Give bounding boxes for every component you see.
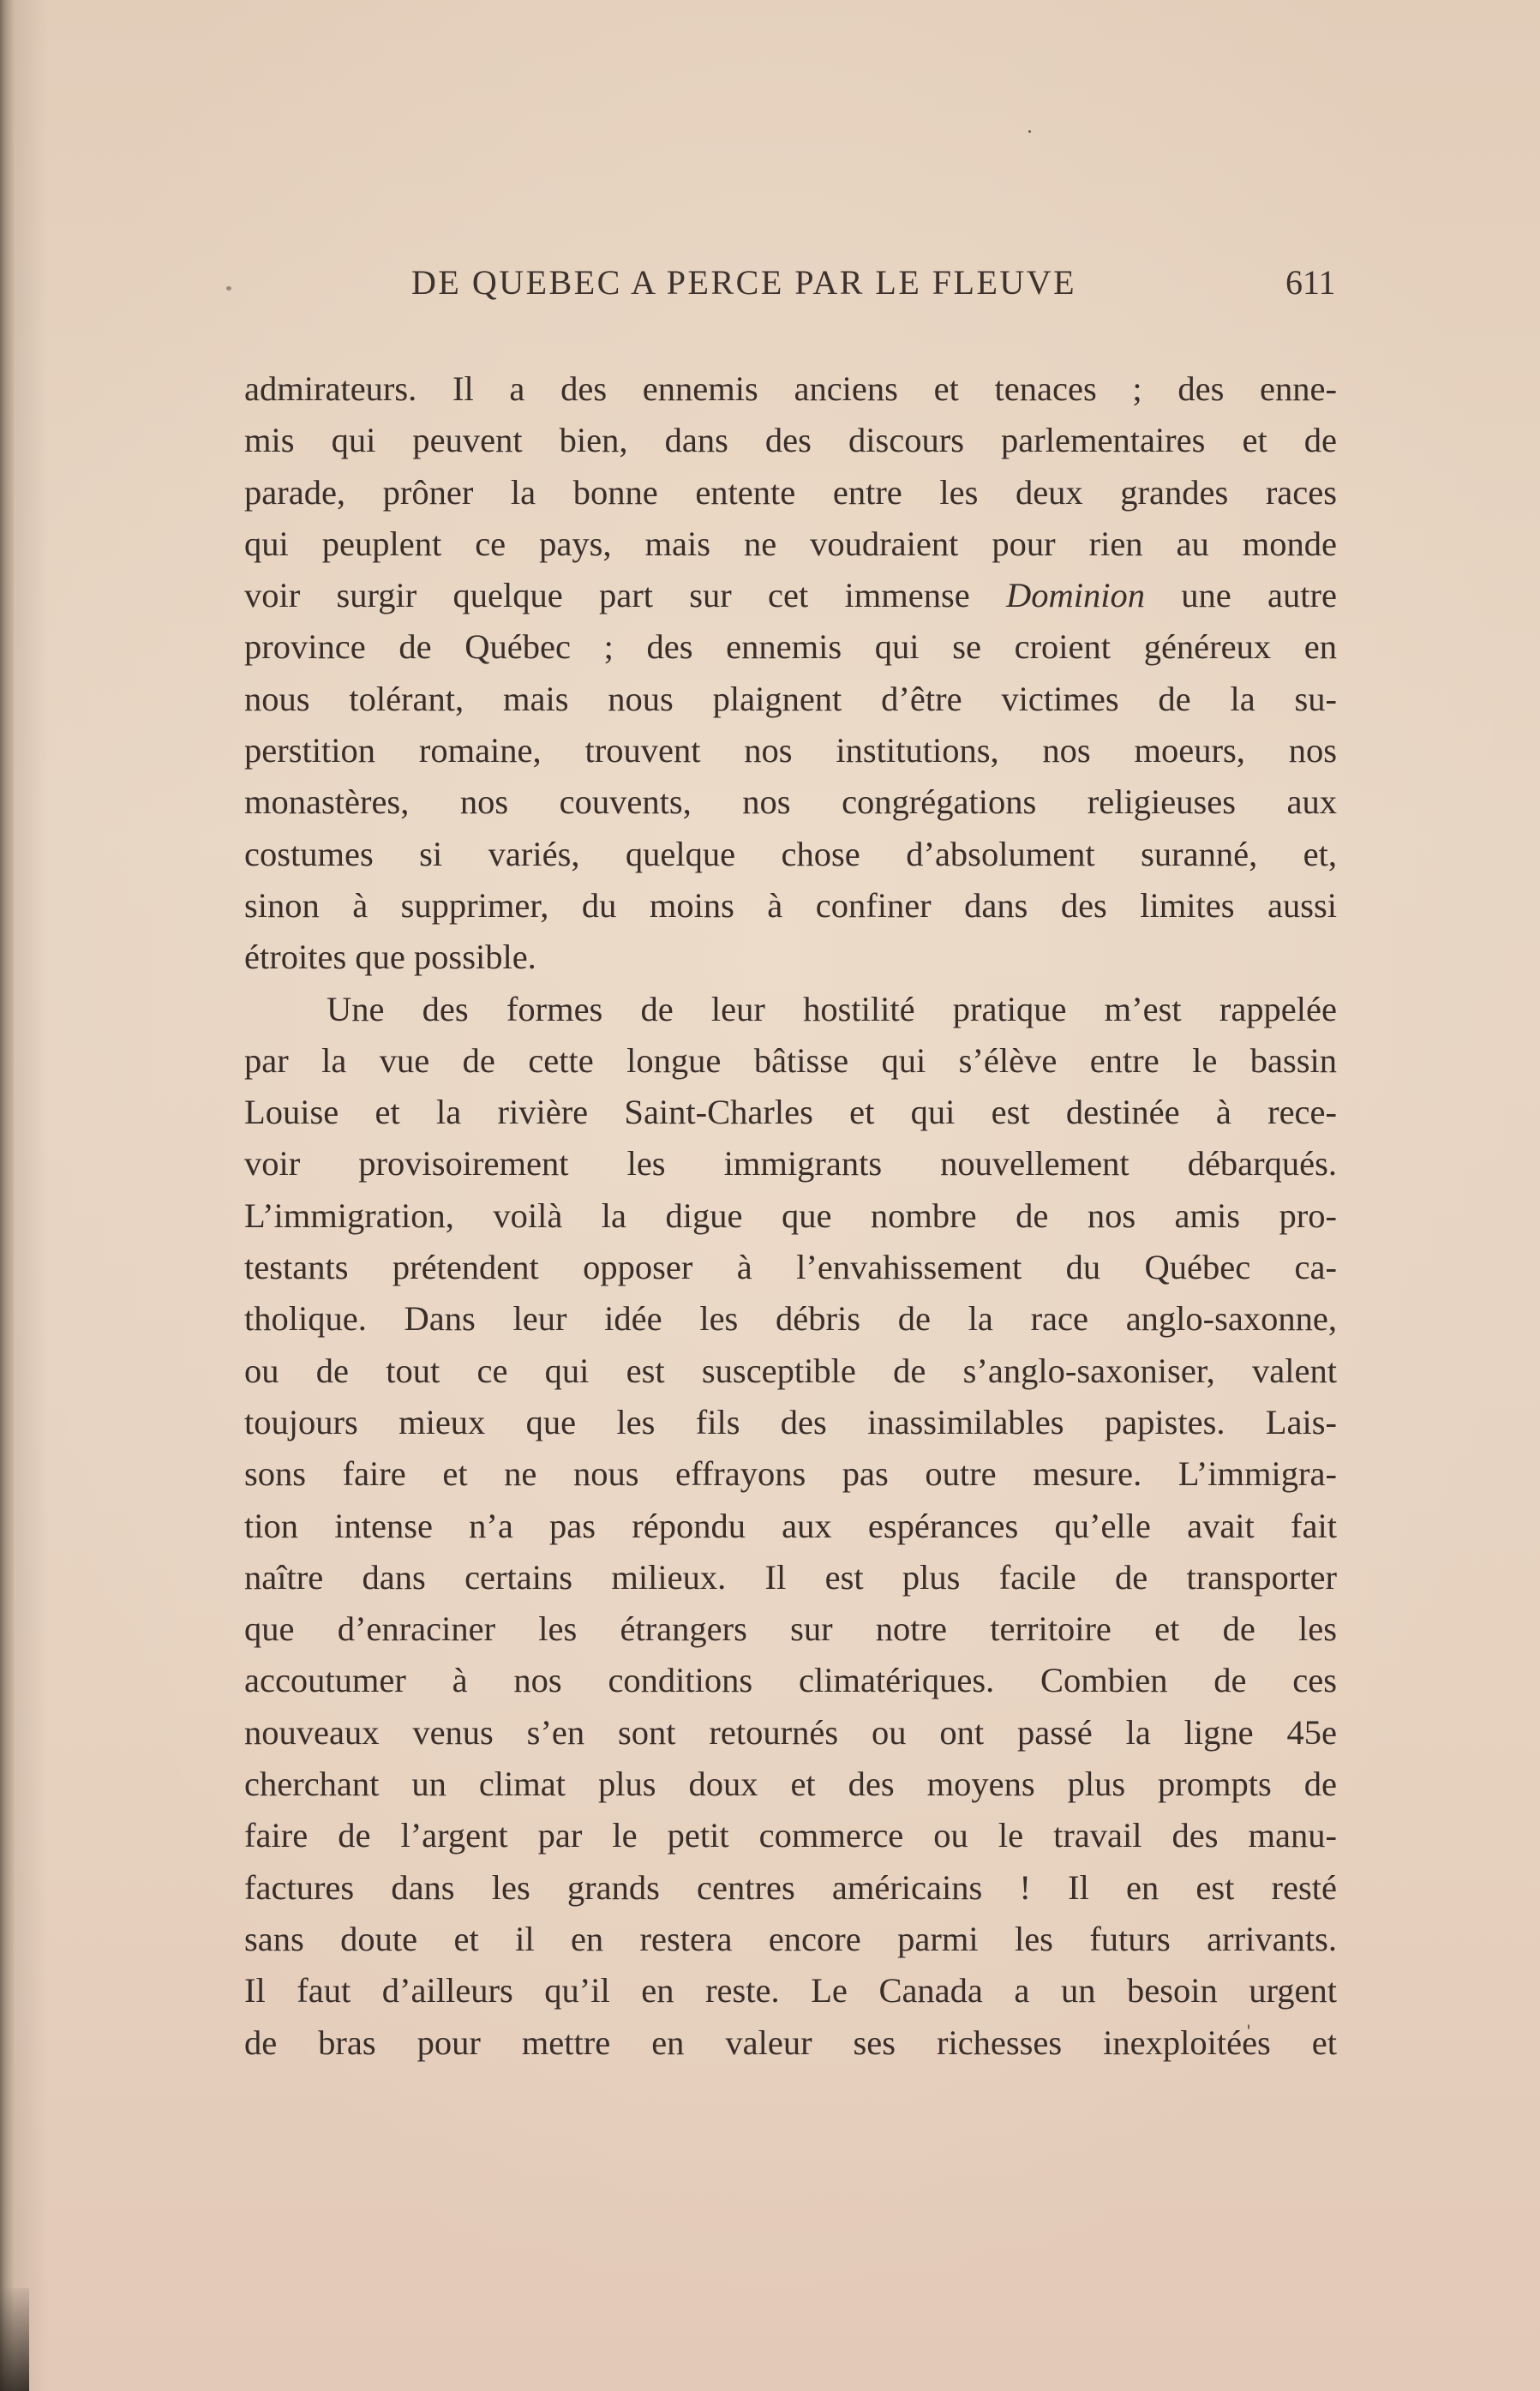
text-line: sans doute et il en restera encore parmi les futurs arrivants. — [244, 1919, 1337, 1958]
text-line: monastères, nos couvents, nos congrégations religieuses aux — [244, 782, 1337, 822]
paragraph — [244, 363, 1337, 984]
text-line: L’immigration, voilà la digue que nombre de nos amis pro- — [244, 1196, 1337, 1235]
text-line: tholique. Dans leur idée les débris de la race anglo-saxonne, — [244, 1299, 1337, 1339]
text-line: mis qui peuvent bien, dans des discours parlementaires et de — [244, 421, 1337, 460]
text-line: nouveaux venus s’en sont retournés ou ont passé la ligne 45e — [244, 1712, 1337, 1752]
running-head: DE QUEBEC A PERCE PAR LE FLEUVE — [411, 263, 1077, 302]
text-line: perstition romaine, trouvent nos institutions, nos moeurs, nos — [244, 731, 1337, 770]
gutter-shadow — [14, 0, 48, 2391]
text-line: accoutumer à nos conditions climatériques. Combien de ces — [244, 1661, 1337, 1700]
text-line: testants prétendent opposer à l’envahissement du Québec ca- — [244, 1248, 1337, 1287]
text-line: étroites que possible. — [244, 938, 536, 977]
text-line — [244, 570, 1337, 621]
text-line: ou de tout ce qui est susceptible de s’anglo-saxoniser, valent — [244, 1351, 1337, 1390]
text-line: de bras pour mettre en valeur ses richesses inexploitées et — [244, 2022, 1337, 2062]
text-line: par la vue de cette longue bâtisse qui s’élève entre le bassin — [244, 1040, 1337, 1080]
text-line: sinon à supprimer, du moins à confiner dans des limites aussi — [244, 885, 1337, 925]
page-number: 611 — [1285, 263, 1336, 302]
text-line: costumes si variés, quelque chose d’absolument suranné, et, — [244, 834, 1337, 873]
body-text — [244, 363, 1337, 2069]
text-line: factures dans les grands centres américains ! Il en est resté — [244, 1867, 1337, 1907]
text-line: sons faire et ne nous effrayons pas outre mesure. L’immigra- — [244, 1454, 1337, 1494]
text-line: cherchant un climat plus doux et des moyens plus prompts de — [244, 1765, 1337, 1804]
text-line: voir provisoirement les immigrants nouvellement débarqués. — [244, 1144, 1337, 1184]
book-spine-edge — [0, 0, 14, 2391]
text-line: admirateurs. Il a des ennemis anciens et tenaces ; des enne- — [244, 369, 1337, 408]
text-line: tion intense n’a pas répondu aux espérances qu’elle avait fait — [244, 1506, 1337, 1545]
text-line: toujours mieux que les fils des inassimilables papistes. Lais- — [244, 1402, 1337, 1441]
text-segment: voir surgir quelque part sur cet immense — [244, 576, 1007, 615]
text-segment: une autre — [1145, 576, 1337, 615]
text-line: Il faut d’ailleurs qu’il en reste. Le Canada a un besoin urgent — [244, 1971, 1337, 2010]
text-line: qui peuplent ce pays, mais ne voudraient pour rien au monde — [244, 524, 1337, 563]
paper-speck — [1028, 130, 1031, 133]
text-line: faire de l’argent par le petit commerce ou le travail des manu- — [244, 1816, 1337, 1855]
page-header — [0, 262, 1540, 305]
text-line: province de Québec ; des ennemis qui se croient généreux en — [244, 627, 1337, 667]
text-line: que d’enraciner les étrangers sur notre territoire et de les — [244, 1609, 1337, 1649]
text-line: Une des formes de leur hostilité pratique m’est rappelée — [327, 989, 1337, 1028]
text-line: parade, prôner la bonne entente entre les deux grandes races — [244, 472, 1337, 512]
text-line: naître dans certains milieux. Il est plus facile de transporter — [244, 1557, 1337, 1597]
text-line: Louise et la rivière Saint-Charles et qui est destinée à rece- — [244, 1093, 1337, 1132]
page-corner-shadow — [0, 2288, 29, 2391]
paragraph — [244, 984, 1337, 2069]
italic-term: Dominion — [1006, 576, 1146, 615]
text-line: nous tolérant, mais nous plaignent d’être victimes de la su- — [244, 679, 1337, 718]
